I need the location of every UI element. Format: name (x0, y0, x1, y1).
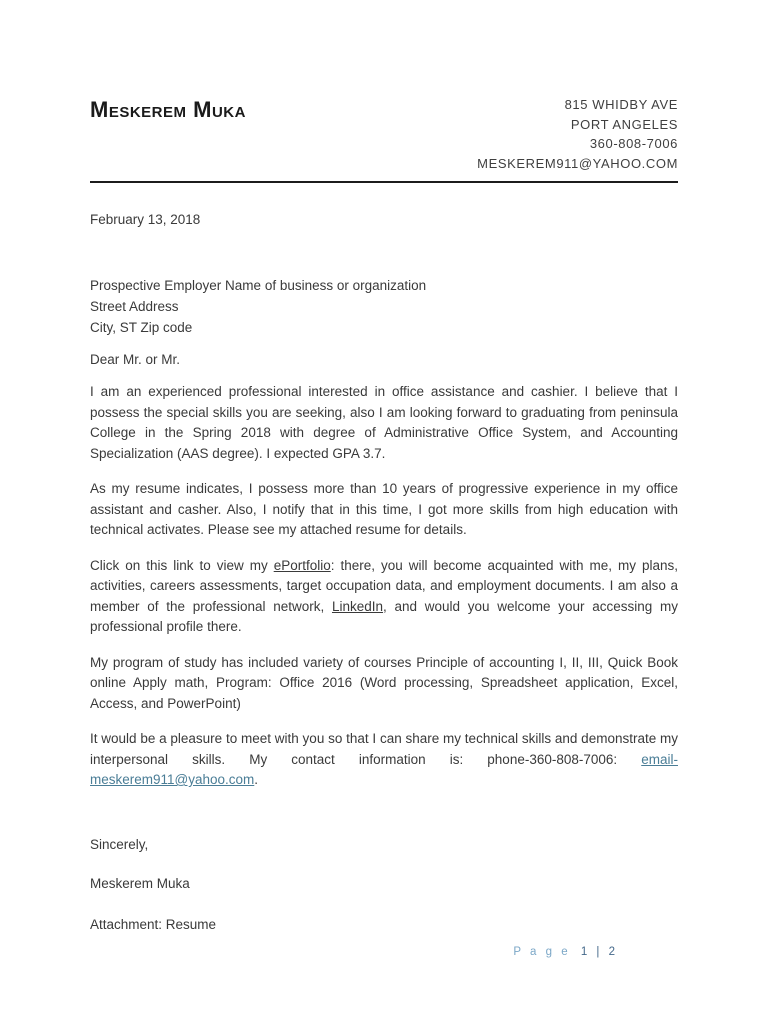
closing-block (90, 837, 678, 932)
closing-attachment: Attachment: Resume (90, 916, 217, 932)
recipient-street: Street Address (90, 299, 179, 314)
email-link[interactable]: email-meskerem911@yahoo.com (90, 751, 678, 787)
body-paragraph-5 (90, 729, 678, 791)
body-paragraph-2: As my resume indicates, I possess more than 10 years of progressive experience in my office assistant and casher. Also, I notify that in this time, I got more skills from high education with technical activates. Please see my attached resume for details. (90, 481, 678, 537)
linkedin-link[interactable]: LinkedIn (331, 598, 384, 614)
sender-address-line1: 815 WHIDBY AVE (564, 97, 678, 112)
sender-email: MESKEREM911@YAHOO.COM (477, 155, 678, 171)
page-footer-number: 1 | 2 (580, 946, 618, 958)
eportfolio-link[interactable]: ePortfolio (273, 557, 331, 573)
paragraph-3-text-post: , and would you welcome your accessing my professional profile there. (90, 598, 678, 634)
body-paragraph-3 (90, 556, 678, 638)
letterhead (90, 0, 678, 183)
page-footer (513, 946, 618, 958)
paragraph-3-text-pre: Click on this link to view my (90, 557, 274, 573)
closing-signature: Meskerem Muka (90, 875, 190, 891)
body-paragraph-1: I am an experienced professional interested in office assistance and cashier. I believe that I possess the special skills you are seeking, also I am looking forward to graduating from peninsula College in the Spring 2018 with degree of Administrative Office System, and Accounting Specialization (AAS degree). I expected GPA 3.7. (90, 384, 678, 461)
salutation: Dear Mr. or Mr. (90, 352, 181, 367)
recipient-block (90, 275, 678, 338)
sender-contact-block (477, 95, 678, 173)
recipient-city: City, ST Zip code (90, 320, 193, 335)
sender-name: Meskerem Muka (90, 97, 246, 122)
paragraph-3-text-mid: : there, you will become acquainted with me, my plans, activities, careers assessments, target occupation data, and employment documents. I am also a member of the professional network, (90, 557, 678, 614)
page-footer-label: P a g e (513, 946, 571, 958)
paragraph-5-text-post: . (254, 772, 259, 787)
sender-address-line2: PORT ANGELES (570, 116, 678, 132)
sender-phone: 360-808-7006 (589, 136, 678, 151)
recipient-name: Prospective Employer Name of business or organization (90, 278, 427, 293)
paragraph-5-text-pre: It would be a pleasure to meet with you so that I can share my technical skills and demonstrate my interpersonal skills. My contact information is: phone-360-808-7006: (90, 731, 678, 767)
closing-sincerely: Sincerely, (90, 836, 149, 852)
body-paragraph-4: My program of study has included variety of courses Principle of accounting I, II, III, Quick Book online Apply math, Program: Office 2016 (Word processing, Spreadsheet application, Excel, Access, and PowerPoint) (90, 654, 678, 711)
date-line: February 13, 2018 (90, 212, 201, 227)
